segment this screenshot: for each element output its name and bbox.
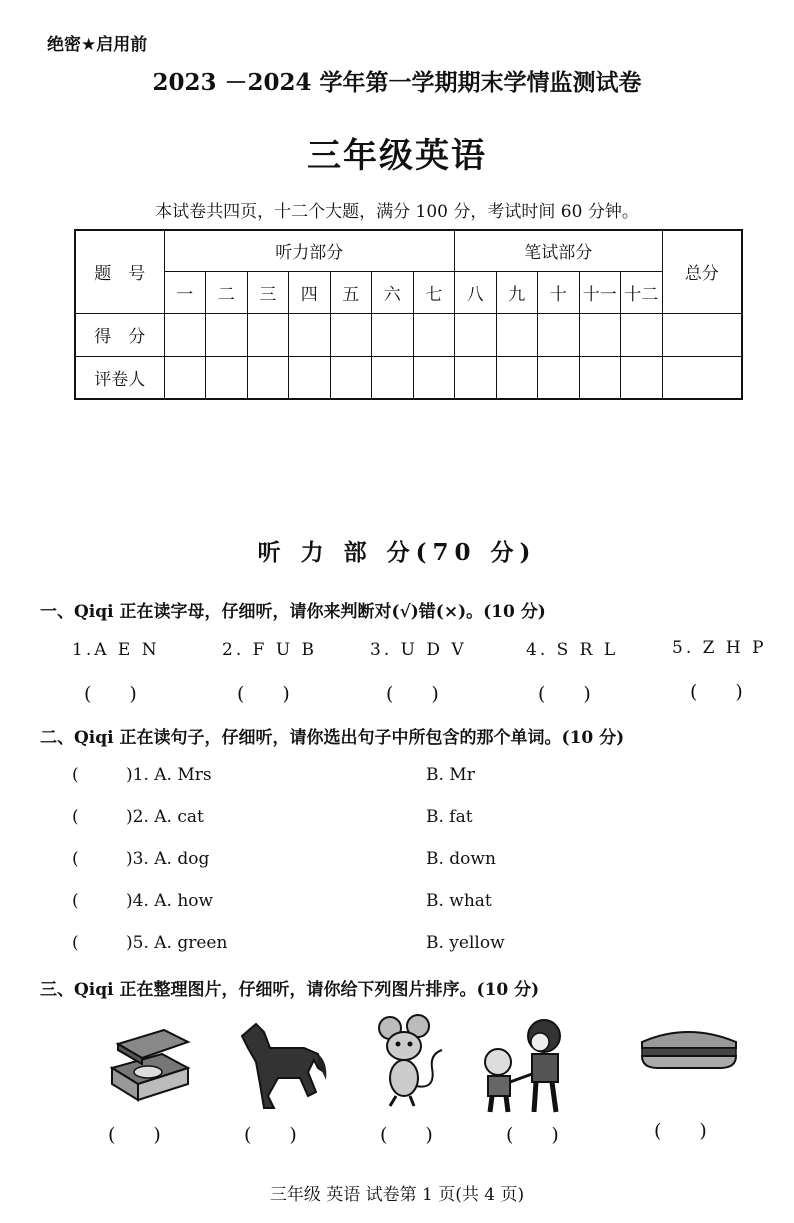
- answer-blank[interactable]: (: [72, 891, 79, 911]
- answer-blank[interactable]: ( ): [108, 1124, 161, 1146]
- score-cell[interactable]: [164, 313, 206, 356]
- sandwich-picture: [636, 1022, 742, 1072]
- answer-blank[interactable]: (: [72, 849, 79, 869]
- listening-header: 听力部分: [164, 230, 455, 271]
- exam-instructions: 本试卷共四页，十二个大题，满分 100 分，考试时间 60 分钟。: [155, 202, 639, 222]
- answer-blank[interactable]: ( ): [237, 683, 290, 705]
- score-cell[interactable]: [206, 313, 248, 356]
- score-cell[interactable]: [496, 313, 538, 356]
- grader-cell[interactable]: [538, 356, 580, 399]
- grader-cell[interactable]: [247, 356, 289, 399]
- q3-title: 三、Qiqi 正在整理图片，仔细听，请你给下列图片排序。(10 分): [40, 980, 540, 1000]
- answer-blank[interactable]: (: [72, 807, 79, 827]
- question-number: 三: [247, 271, 289, 313]
- score-cell[interactable]: [289, 313, 331, 356]
- score-cell[interactable]: [372, 313, 414, 356]
- total-header: 总分: [662, 230, 742, 313]
- q2-option-a: )3. A. dog: [126, 849, 210, 869]
- question-number: 十一: [579, 271, 621, 313]
- grader-cell[interactable]: [164, 356, 206, 399]
- answer-blank[interactable]: (: [72, 933, 79, 953]
- row-label-score: 得 分: [75, 313, 164, 356]
- answer-blank[interactable]: (: [72, 765, 79, 785]
- question-number: 十二: [621, 271, 663, 313]
- score-cell[interactable]: [579, 313, 621, 356]
- q2-option-b: B. yellow: [426, 933, 505, 953]
- question-number: 四: [289, 271, 331, 313]
- answer-blank[interactable]: ( ): [506, 1124, 559, 1146]
- row-label-question: 题 号: [75, 230, 164, 313]
- score-cell[interactable]: [455, 313, 497, 356]
- q1-item: 4. S R L: [526, 640, 619, 660]
- question-number: 十: [538, 271, 580, 313]
- answer-blank[interactable]: ( ): [690, 681, 743, 703]
- children-picture: [474, 1016, 582, 1116]
- score-cell[interactable]: [538, 313, 580, 356]
- grader-cell[interactable]: [372, 356, 414, 399]
- confidential-mark: 绝密★启用前: [47, 35, 148, 55]
- q2-option-b: B. fat: [426, 807, 473, 827]
- q2-title: 二、Qiqi 正在读句子，仔细听，请你选出句子中所包含的那个单词。(10 分): [40, 728, 625, 748]
- score-table: [74, 229, 743, 400]
- q1-item: 1.A E N: [72, 640, 160, 660]
- exam-subject: 三年级英语: [307, 136, 487, 176]
- q2-option-a: )4. A. how: [126, 891, 214, 911]
- page-footer: 三年级 英语 试卷第 1 页(共 4 页): [269, 1185, 525, 1205]
- exam-title: 2023 －2024 学年第一学期期末学情监测试卷: [152, 69, 642, 96]
- grader-cell[interactable]: [455, 356, 497, 399]
- q2-option-a: )5. A. green: [126, 933, 228, 953]
- answer-blank[interactable]: ( ): [244, 1124, 297, 1146]
- listening-section-title: 听 力 部 分(70 分): [257, 539, 537, 566]
- grader-cell[interactable]: [621, 356, 663, 399]
- question-number: 八: [455, 271, 497, 313]
- grader-cell[interactable]: [206, 356, 248, 399]
- answer-blank[interactable]: ( ): [380, 1124, 433, 1146]
- q1-item: 3. U D V: [370, 640, 467, 660]
- score-cell[interactable]: [621, 313, 663, 356]
- q1-item: 2. F U B: [222, 640, 318, 660]
- grader-cell[interactable]: [289, 356, 331, 399]
- total-grader-cell[interactable]: [662, 356, 742, 399]
- q2-option-b: B. down: [426, 849, 496, 869]
- q1-item: 5. Z H P: [672, 638, 767, 658]
- q2-option-a: )2. A. cat: [126, 807, 204, 827]
- question-number: 七: [413, 271, 455, 313]
- grader-cell[interactable]: [579, 356, 621, 399]
- q2-option-b: B. Mr: [426, 765, 475, 785]
- q2-option-a: )1. A. Mrs: [126, 765, 212, 785]
- question-number: 五: [330, 271, 372, 313]
- answer-blank[interactable]: ( ): [386, 683, 439, 705]
- box-picture: [104, 1024, 194, 1104]
- answer-blank[interactable]: ( ): [84, 683, 137, 705]
- total-score-cell[interactable]: [662, 313, 742, 356]
- score-cell[interactable]: [330, 313, 372, 356]
- question-number: 二: [206, 271, 248, 313]
- answer-blank[interactable]: ( ): [654, 1120, 707, 1142]
- mouse-picture: [374, 1014, 448, 1110]
- score-cell[interactable]: [413, 313, 455, 356]
- question-number: 一: [164, 271, 206, 313]
- score-cell[interactable]: [247, 313, 289, 356]
- horse-picture: [234, 1018, 330, 1112]
- writing-header: 笔试部分: [455, 230, 663, 271]
- grader-cell[interactable]: [413, 356, 455, 399]
- q1-title: 一、Qiqi 正在读字母，仔细听，请你来判断对(√)错(×)。(10 分): [40, 602, 546, 622]
- question-number: 六: [372, 271, 414, 313]
- q2-option-b: B. what: [426, 891, 492, 911]
- question-number: 九: [496, 271, 538, 313]
- answer-blank[interactable]: ( ): [538, 683, 591, 705]
- row-label-grader: 评卷人: [75, 356, 164, 399]
- grader-cell[interactable]: [330, 356, 372, 399]
- grader-cell[interactable]: [496, 356, 538, 399]
